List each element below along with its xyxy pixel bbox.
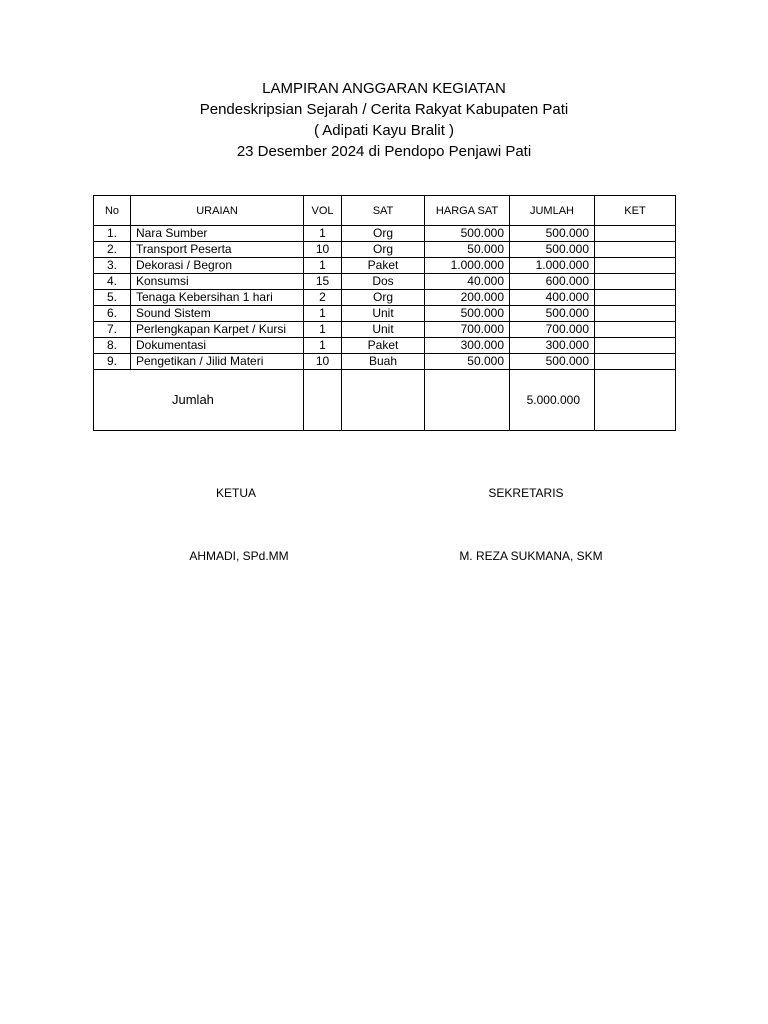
cell-jumlah: 1.000.000: [510, 258, 595, 274]
header-ket: KET: [595, 196, 676, 226]
header-uraian: URAIAN: [131, 196, 304, 226]
cell-ket: [595, 290, 676, 306]
table-row: [94, 322, 676, 338]
cell-vol: 2: [304, 290, 342, 306]
cell-ket: [595, 226, 676, 242]
cell-uraian: Perlengkapan Karpet / Kursi: [131, 322, 304, 338]
header-harga-sat: HARGA SAT: [425, 196, 510, 226]
document-title: LAMPIRAN ANGGARAN KEGIATAN: [262, 80, 506, 97]
table-row: [94, 290, 676, 306]
table-header-row: [94, 196, 676, 226]
cell-sat: Org: [342, 290, 425, 306]
table-row: [94, 274, 676, 290]
cell-no: 1.: [94, 226, 131, 242]
cell-no: 7.: [94, 322, 131, 338]
cell-uraian: Transport Peserta: [131, 242, 304, 258]
ketua-title: KETUA: [215, 486, 256, 500]
cell-harga: 700.000: [425, 322, 510, 338]
cell-harga: 200.000: [425, 290, 510, 306]
document-subtitle: Pendeskripsian Sejarah / Cerita Rakyat Kabupaten Pati: [199, 101, 569, 118]
cell-vol: 10: [304, 242, 342, 258]
ketua-name: AHMADI, SPd.MM: [189, 549, 289, 563]
cell-vol: 15: [304, 274, 342, 290]
cell-uraian: Tenaga Kebersihan 1 hari: [131, 290, 304, 306]
cell-no: 9.: [94, 354, 131, 370]
table-row: [94, 242, 676, 258]
table-row: [94, 226, 676, 242]
document-date-location: 23 Desember 2024 di Pendopo Penjawi Pati: [236, 143, 532, 160]
sekretaris-title: SEKRETARIS: [488, 486, 564, 500]
cell-sat: Paket: [342, 338, 425, 354]
cell-ket: [595, 274, 676, 290]
cell-no: 2.: [94, 242, 131, 258]
cell-harga: 50.000: [425, 242, 510, 258]
cell-sat: Unit: [342, 306, 425, 322]
cell-ket: [595, 258, 676, 274]
total-amount: 5.000.000: [510, 370, 595, 431]
cell-sat: Org: [342, 226, 425, 242]
cell-ket: [595, 338, 676, 354]
cell-sat: Org: [342, 242, 425, 258]
cell-uraian: Dekorasi / Begron: [131, 258, 304, 274]
budget-table: [93, 195, 676, 431]
cell-ket: [595, 306, 676, 322]
cell-vol: 10: [304, 354, 342, 370]
cell-no: 5.: [94, 290, 131, 306]
cell-sat: Unit: [342, 322, 425, 338]
document-subtitle-2: ( Adipati Kayu Bralit ): [313, 122, 455, 139]
cell-harga: 1.000.000: [425, 258, 510, 274]
cell-jumlah: 500.000: [510, 226, 595, 242]
cell-no: 4.: [94, 274, 131, 290]
cell-vol: 1: [304, 322, 342, 338]
cell-no: 6.: [94, 306, 131, 322]
total-ket-cell: [595, 370, 676, 431]
cell-ket: [595, 354, 676, 370]
cell-harga: 50.000: [425, 354, 510, 370]
table-row: [94, 258, 676, 274]
cell-harga: 500.000: [425, 306, 510, 322]
cell-jumlah: 300.000: [510, 338, 595, 354]
cell-sat: Dos: [342, 274, 425, 290]
cell-harga: 500.000: [425, 226, 510, 242]
total-vol-cell: [304, 370, 342, 431]
total-label: Jumlah: [94, 370, 304, 431]
cell-uraian: Nara Sumber: [131, 226, 304, 242]
cell-sat: Buah: [342, 354, 425, 370]
sekretaris-name: M. REZA SUKMANA, SKM: [459, 549, 603, 563]
cell-ket: [595, 322, 676, 338]
table-row: [94, 354, 676, 370]
header-no: No: [94, 196, 131, 226]
cell-vol: 1: [304, 338, 342, 354]
cell-vol: 1: [304, 226, 342, 242]
cell-jumlah: 700.000: [510, 322, 595, 338]
cell-uraian: Pengetikan / Jilid Materi: [131, 354, 304, 370]
header-vol: VOL: [304, 196, 342, 226]
cell-harga: 300.000: [425, 338, 510, 354]
cell-jumlah: 500.000: [510, 354, 595, 370]
table-row: [94, 338, 676, 354]
cell-jumlah: 400.000: [510, 290, 595, 306]
cell-ket: [595, 242, 676, 258]
total-harga-cell: [425, 370, 510, 431]
cell-no: 3.: [94, 258, 131, 274]
cell-no: 8.: [94, 338, 131, 354]
table-row: [94, 306, 676, 322]
cell-jumlah: 500.000: [510, 306, 595, 322]
cell-uraian: Sound Sistem: [131, 306, 304, 322]
cell-sat: Paket: [342, 258, 425, 274]
header-jumlah: JUMLAH: [510, 196, 595, 226]
cell-vol: 1: [304, 258, 342, 274]
header-sat: SAT: [342, 196, 425, 226]
document-header: [0, 78, 768, 162]
total-sat-cell: [342, 370, 425, 431]
cell-jumlah: 600.000: [510, 274, 595, 290]
total-row: [94, 370, 676, 431]
cell-jumlah: 500.000: [510, 242, 595, 258]
cell-vol: 1: [304, 306, 342, 322]
cell-uraian: Konsumsi: [131, 274, 304, 290]
cell-harga: 40.000: [425, 274, 510, 290]
cell-uraian: Dokumentasi: [131, 338, 304, 354]
